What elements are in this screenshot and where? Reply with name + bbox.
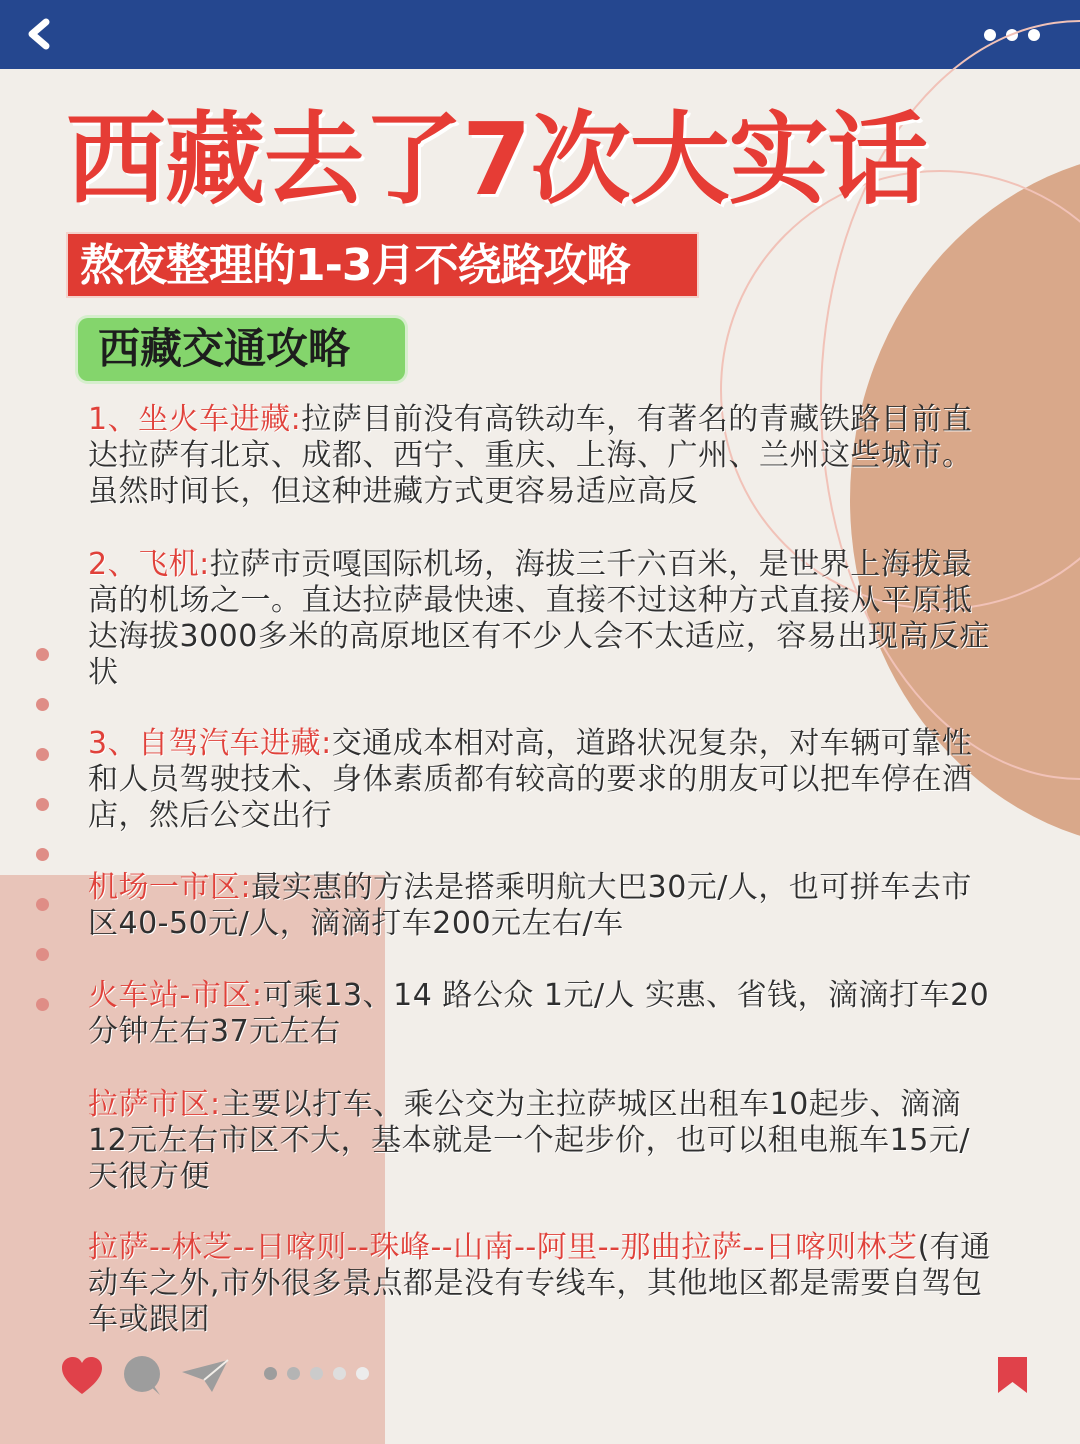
paragraph-station-city [88,978,998,1050]
share-button[interactable] [180,1358,230,1394]
bookmark-button[interactable] [996,1355,1029,1395]
paragraph-text: (有通动车之外,市外很多景点都是没有专线车，其他地区都是需要自驾包车或跟团 [88,1230,991,1337]
paragraph-label: 拉萨--林芝--日喀则--珠峰--山南--阿里--那曲拉萨--日喀则林芝 [88,1230,918,1265]
decorative-dots [36,648,50,1048]
paragraph-airport-city [88,870,998,942]
comment-icon [122,1355,162,1397]
chevron-left-icon [18,14,62,54]
decorative-dot [36,998,49,1011]
heart-icon [60,1354,104,1398]
page-indicator [264,1367,369,1380]
bookmark-icon [996,1355,1029,1395]
decorative-arc [720,170,1080,610]
paragraph-lhasa-city [88,1087,998,1195]
back-button[interactable] [18,14,62,54]
subtitle-banner [66,232,699,298]
decorative-dot [36,648,49,661]
paragraph-text: 交通成本相对高，道路状况复杂，对车辆可靠性和人员驾驶技术、身体素质都有较高的要求的朋友可以把车停在酒店，然后公交出行 [88,726,973,833]
paragraph-label: 火车站-市区: [88,978,263,1013]
paragraph-routes [88,1230,998,1338]
decorative-dot [36,698,49,711]
section-tag-label: 西藏交通攻略 [98,324,351,373]
paragraph-label: 机场一市区: [88,870,252,905]
page-dot [333,1367,346,1380]
paragraph-text: 拉萨市贡嘎国际机场，海拔三千六百米，是世界上海拔最高的机场之一。直达拉萨最快速、直接不过这种方式直接从平原抵达海拔3000多米的高原地区有不少人会不太适应，容易出现高反症状 [88,547,990,690]
decorative-dot [36,948,49,961]
paragraph-train [88,402,998,510]
paragraph-label: 2、飞机: [88,547,210,582]
like-button[interactable] [60,1354,104,1398]
paragraph-self-drive [88,726,998,834]
page-dot [356,1367,369,1380]
bottom-action-bar [0,1340,1080,1420]
decorative-dot [36,798,49,811]
paragraph-text: 最实惠的方法是搭乘明航大巴30元/人，也可拼车去市区40-50元/人，滴滴打车200元左右/车 [88,870,972,941]
comment-button[interactable] [122,1355,162,1397]
paragraph-text: 主要以打车、乘公交为主拉萨城区出租车10起步、滴滴12元左右市区不大，基本就是一个起步价，也可以租电瓶车15元/天很方便 [88,1087,970,1194]
section-tag [78,318,405,381]
page-dot [287,1367,300,1380]
page-dot [264,1367,277,1380]
subtitle: 熬夜整理的1-3月不绕路攻略 [80,240,630,291]
top-bar [0,0,1080,69]
paragraph-label: 3、自驾汽车进藏: [88,726,332,761]
share-icon [180,1358,230,1394]
paragraph-label: 拉萨市区: [88,1087,221,1122]
paragraph-text: 拉萨目前没有高铁动车，有著名的青藏铁路目前直达拉萨有北京、成都、西宁、重庆、上海、广州、兰州这些城市。虽然时间长，但这种进藏方式更容易适应高反 [88,402,973,509]
paragraph-plane [88,547,998,691]
paragraph-label: 1、坐火车进藏: [88,402,302,437]
paragraph-text: 可乘13、14 路公众 1元/人 实惠、省钱，滴滴打车20分钟左右37元左右 [88,978,990,1049]
decorative-dot [36,848,49,861]
more-dots-icon [984,29,996,41]
page-dot [310,1367,323,1380]
decorative-dot [36,898,49,911]
decorative-dot [36,748,49,761]
page-title: 西藏去了7次大实话 [66,101,927,218]
